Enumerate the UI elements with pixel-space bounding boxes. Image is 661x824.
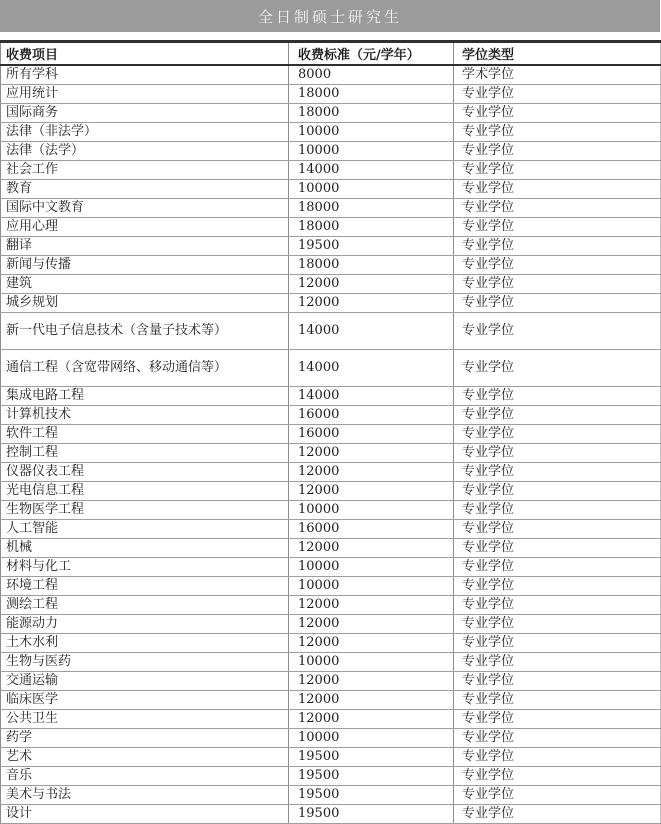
table-row: [1, 520, 661, 539]
degree-cell: 学术学位: [454, 65, 661, 85]
item-cell: 控制工程: [1, 444, 289, 463]
degree-cell: 专业学位: [454, 444, 661, 463]
fees-table-wrap: [0, 40, 660, 824]
page-title: 全日制硕士研究生: [257, 7, 402, 26]
item-cell: 法律（非法学）: [1, 123, 289, 142]
table-row: [1, 672, 661, 691]
degree-cell: 专业学位: [454, 672, 661, 691]
item-cell: 社会工作: [1, 161, 289, 180]
table-row: [1, 256, 661, 275]
fees-table-body: [1, 65, 661, 824]
degree-cell: 专业学位: [454, 180, 661, 199]
degree-cell: 专业学位: [454, 482, 661, 501]
degree-cell: 专业学位: [454, 142, 661, 161]
degree-cell: 专业学位: [454, 748, 661, 767]
degree-cell: 专业学位: [454, 577, 661, 596]
fee-cell: 16000: [289, 520, 454, 539]
degree-cell: 专业学位: [454, 596, 661, 615]
table-row: [1, 104, 661, 123]
fee-cell: 12000: [289, 275, 454, 294]
fee-cell: 12000: [289, 710, 454, 729]
header-row: [1, 42, 661, 66]
fee-cell: 12000: [289, 615, 454, 634]
item-cell: 测绘工程: [1, 596, 289, 615]
table-row: [1, 294, 661, 313]
fee-cell: 12000: [289, 634, 454, 653]
fee-cell: 12000: [289, 294, 454, 313]
degree-cell: 专业学位: [454, 275, 661, 294]
table-row: [1, 387, 661, 406]
item-cell: 国际商务: [1, 104, 289, 123]
degree-cell: 专业学位: [454, 710, 661, 729]
table-row: [1, 748, 661, 767]
table-row: [1, 558, 661, 577]
degree-cell: 专业学位: [454, 805, 661, 824]
table-row: [1, 596, 661, 615]
item-cell: 国际中文教育: [1, 199, 289, 218]
fee-cell: 19500: [289, 748, 454, 767]
item-cell: 人工智能: [1, 520, 289, 539]
fee-cell: 12000: [289, 596, 454, 615]
table-row: [1, 161, 661, 180]
degree-cell: 专业学位: [454, 387, 661, 406]
fee-cell: 14000: [289, 313, 454, 350]
degree-cell: 专业学位: [454, 256, 661, 275]
fee-cell: 14000: [289, 161, 454, 180]
title-bar: [0, 0, 660, 32]
table-row: [1, 786, 661, 805]
table-row: [1, 729, 661, 748]
item-cell: 计算机技术: [1, 406, 289, 425]
degree-cell: 专业学位: [454, 653, 661, 672]
fee-cell: 10000: [289, 729, 454, 748]
item-cell: 临床医学: [1, 691, 289, 710]
table-row: [1, 463, 661, 482]
item-cell: 仪器仪表工程: [1, 463, 289, 482]
fee-cell: 10000: [289, 653, 454, 672]
fee-cell: 19500: [289, 237, 454, 256]
fee-cell: 12000: [289, 482, 454, 501]
fee-cell: 12000: [289, 691, 454, 710]
item-cell: 教育: [1, 180, 289, 199]
table-row: [1, 539, 661, 558]
degree-cell: 专业学位: [454, 767, 661, 786]
degree-cell: 专业学位: [454, 85, 661, 104]
item-cell: 材料与化工: [1, 558, 289, 577]
item-cell: 生物医学工程: [1, 501, 289, 520]
degree-cell: 专业学位: [454, 104, 661, 123]
item-cell: 土木水利: [1, 634, 289, 653]
table-row: [1, 313, 661, 350]
fees-table-header: [1, 42, 661, 66]
fee-cell: 10000: [289, 501, 454, 520]
item-cell: 翻译: [1, 237, 289, 256]
item-cell: 药学: [1, 729, 289, 748]
fee-cell: 19500: [289, 786, 454, 805]
fee-cell: 12000: [289, 539, 454, 558]
item-cell: 通信工程（含宽带网络、移动通信等）: [1, 350, 289, 387]
degree-cell: 专业学位: [454, 615, 661, 634]
degree-cell: 专业学位: [454, 463, 661, 482]
item-cell: 美术与书法: [1, 786, 289, 805]
table-row: [1, 615, 661, 634]
degree-cell: 专业学位: [454, 237, 661, 256]
item-cell: 应用心理: [1, 218, 289, 237]
column-header-degree: 学位类型: [454, 42, 661, 66]
item-cell: 能源动力: [1, 615, 289, 634]
fee-cell: 18000: [289, 199, 454, 218]
fee-cell: 10000: [289, 142, 454, 161]
fee-cell: 10000: [289, 180, 454, 199]
degree-cell: 专业学位: [454, 123, 661, 142]
fee-cell: 12000: [289, 444, 454, 463]
degree-cell: 专业学位: [454, 313, 661, 350]
fee-cell: 16000: [289, 425, 454, 444]
table-row: [1, 237, 661, 256]
degree-cell: 专业学位: [454, 691, 661, 710]
degree-cell: 专业学位: [454, 218, 661, 237]
fee-cell: 10000: [289, 123, 454, 142]
table-row: [1, 501, 661, 520]
table-row: [1, 653, 661, 672]
degree-cell: 专业学位: [454, 558, 661, 577]
table-row: [1, 350, 661, 387]
table-row: [1, 199, 661, 218]
item-cell: 法律（法学）: [1, 142, 289, 161]
table-row: [1, 444, 661, 463]
degree-cell: 专业学位: [454, 425, 661, 444]
item-cell: 设计: [1, 805, 289, 824]
fee-cell: 16000: [289, 406, 454, 425]
fee-cell: 8000: [289, 65, 454, 85]
item-cell: 新闻与传播: [1, 256, 289, 275]
fee-cell: 18000: [289, 218, 454, 237]
table-row: [1, 691, 661, 710]
item-cell: 软件工程: [1, 425, 289, 444]
item-cell: 光电信息工程: [1, 482, 289, 501]
degree-cell: 专业学位: [454, 294, 661, 313]
table-row: [1, 805, 661, 824]
column-header-fee: 收费标准（元/学年）: [289, 42, 454, 66]
fee-cell: 19500: [289, 767, 454, 786]
degree-cell: 专业学位: [454, 406, 661, 425]
degree-cell: 专业学位: [454, 350, 661, 387]
item-cell: 环境工程: [1, 577, 289, 596]
table-row: [1, 275, 661, 294]
fee-cell: 14000: [289, 350, 454, 387]
table-row: [1, 767, 661, 786]
degree-cell: 专业学位: [454, 539, 661, 558]
degree-cell: 专业学位: [454, 786, 661, 805]
fees-table: [0, 40, 661, 824]
degree-cell: 专业学位: [454, 520, 661, 539]
item-cell: 集成电路工程: [1, 387, 289, 406]
fee-cell: 10000: [289, 577, 454, 596]
fee-cell: 12000: [289, 672, 454, 691]
fee-cell: 18000: [289, 85, 454, 104]
fee-cell: 18000: [289, 256, 454, 275]
fee-cell: 10000: [289, 558, 454, 577]
fee-cell: 19500: [289, 805, 454, 824]
item-cell: 机械: [1, 539, 289, 558]
table-row: [1, 577, 661, 596]
degree-cell: 专业学位: [454, 634, 661, 653]
table-row: [1, 180, 661, 199]
fee-cell: 14000: [289, 387, 454, 406]
table-row: [1, 710, 661, 729]
table-row: [1, 65, 661, 85]
table-row: [1, 634, 661, 653]
fee-cell: 12000: [289, 463, 454, 482]
degree-cell: 专业学位: [454, 729, 661, 748]
table-row: [1, 85, 661, 104]
degree-cell: 专业学位: [454, 199, 661, 218]
table-row: [1, 218, 661, 237]
degree-cell: 专业学位: [454, 161, 661, 180]
item-cell: 城乡规划: [1, 294, 289, 313]
item-cell: 交通运输: [1, 672, 289, 691]
table-row: [1, 123, 661, 142]
table-row: [1, 406, 661, 425]
item-cell: 艺术: [1, 748, 289, 767]
table-row: [1, 482, 661, 501]
table-row: [1, 425, 661, 444]
item-cell: 新一代电子信息技术（含量子技术等）: [1, 313, 289, 350]
fee-cell: 18000: [289, 104, 454, 123]
item-cell: 应用统计: [1, 85, 289, 104]
degree-cell: 专业学位: [454, 501, 661, 520]
item-cell: 公共卫生: [1, 710, 289, 729]
column-header-item: 收费项目: [1, 42, 289, 66]
item-cell: 生物与医药: [1, 653, 289, 672]
table-row: [1, 142, 661, 161]
item-cell: 建筑: [1, 275, 289, 294]
item-cell: 音乐: [1, 767, 289, 786]
item-cell: 所有学科: [1, 65, 289, 85]
